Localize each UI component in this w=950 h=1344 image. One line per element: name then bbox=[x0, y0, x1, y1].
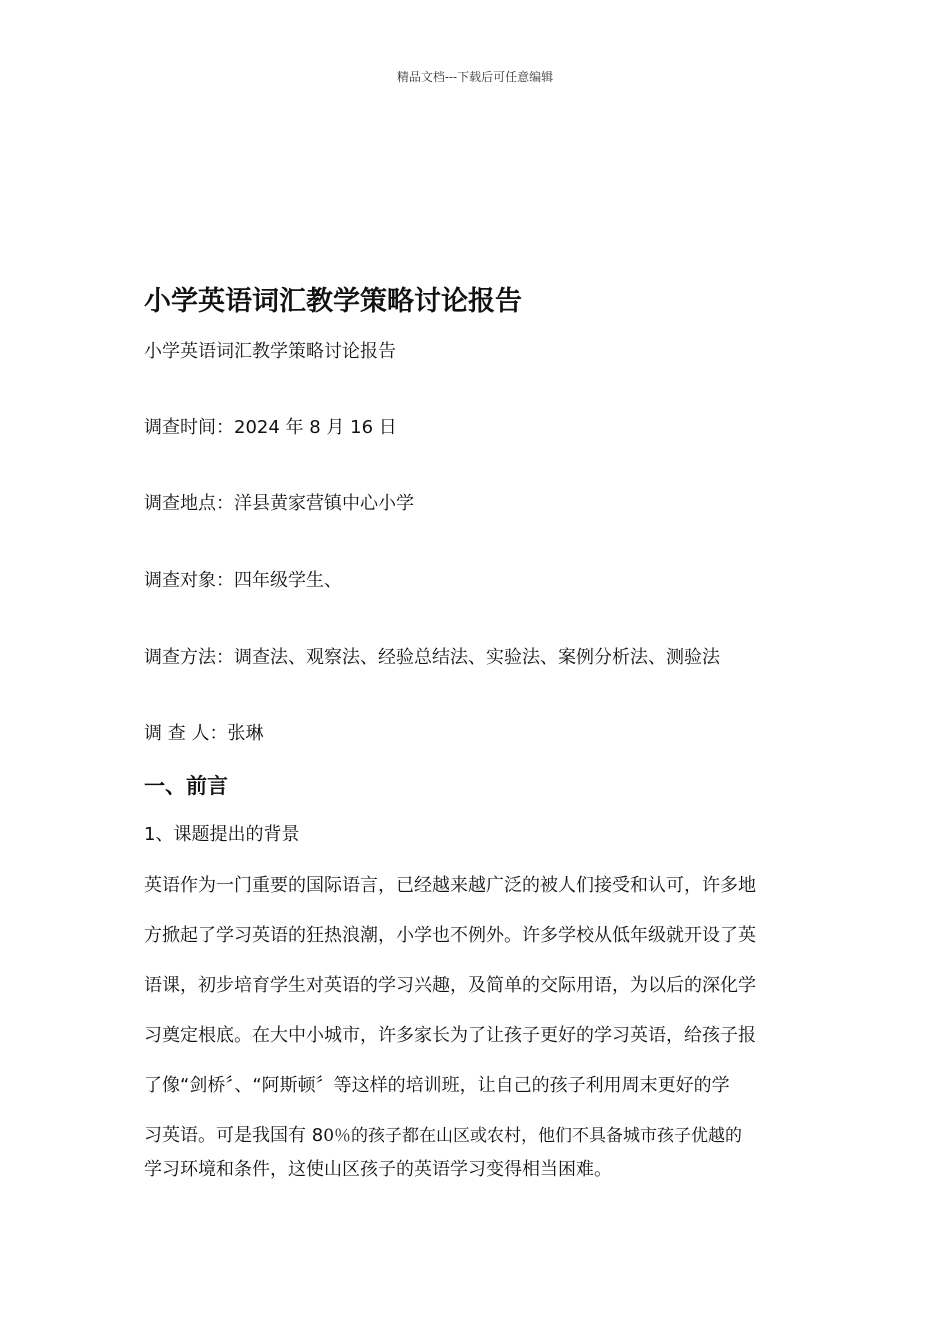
paragraph-line: 了像“剑桥〞、“阿斯顿〞等这样的培训班，让自己的孩子利用周末更好的学 bbox=[144, 1075, 730, 1096]
paragraph-line-part: 0％的孩子都在山区或农村，他们不具备城市孩子优越的 bbox=[323, 1126, 743, 1146]
survey-place: 调查地点：洋县黄家营镇中心小学 bbox=[144, 493, 414, 514]
paragraph-line: 方掀起了学习英语的狂热浪潮，小学也不例外。许多学校从低年级就开设了英 bbox=[144, 925, 756, 946]
document-subtitle: 小学英语词汇教学策略讨论报告 bbox=[144, 341, 396, 362]
paragraph-line: 语课，初步培育学生对英语的学习兴趣，及简单的交际用语，为以后的深化学 bbox=[144, 975, 756, 996]
document-title: 小学英语词汇教学策略讨论报告 bbox=[144, 286, 522, 317]
survey-investigator: 调 查 人：张琳 bbox=[144, 723, 264, 744]
paragraph-line: 习奠定根底。在大中小城市，许多家长为了让孩子更好的学习英语，给孩子报 bbox=[144, 1025, 756, 1046]
paragraph-line: 英语作为一门重要的国际语言，已经越来越广泛的被人们接受和认可，许多地 bbox=[144, 875, 756, 896]
survey-subject: 调查对象：四年级学生、 bbox=[144, 570, 342, 591]
subsection-heading-background: 1、课题提出的背景 bbox=[144, 824, 300, 845]
section-heading-preface: 一、前言 bbox=[144, 774, 228, 798]
paragraph-line: 学习环境和条件，这使山区孩子的英语学习变得相当困难。 bbox=[144, 1159, 612, 1180]
survey-method: 调查方法：调查法、观察法、经验总结法、实验法、案例分析法、测验法 bbox=[144, 647, 720, 668]
background-paragraph bbox=[144, 873, 809, 1207]
page-header: 精品文档---下载后可任意编辑 bbox=[396, 70, 554, 84]
survey-time: 调查时间：2024 年 8 月 16 日 bbox=[144, 417, 397, 438]
paragraph-line-part: 习英语。可是我国有 8 bbox=[144, 1125, 324, 1146]
paragraph-line bbox=[144, 1123, 809, 1157]
